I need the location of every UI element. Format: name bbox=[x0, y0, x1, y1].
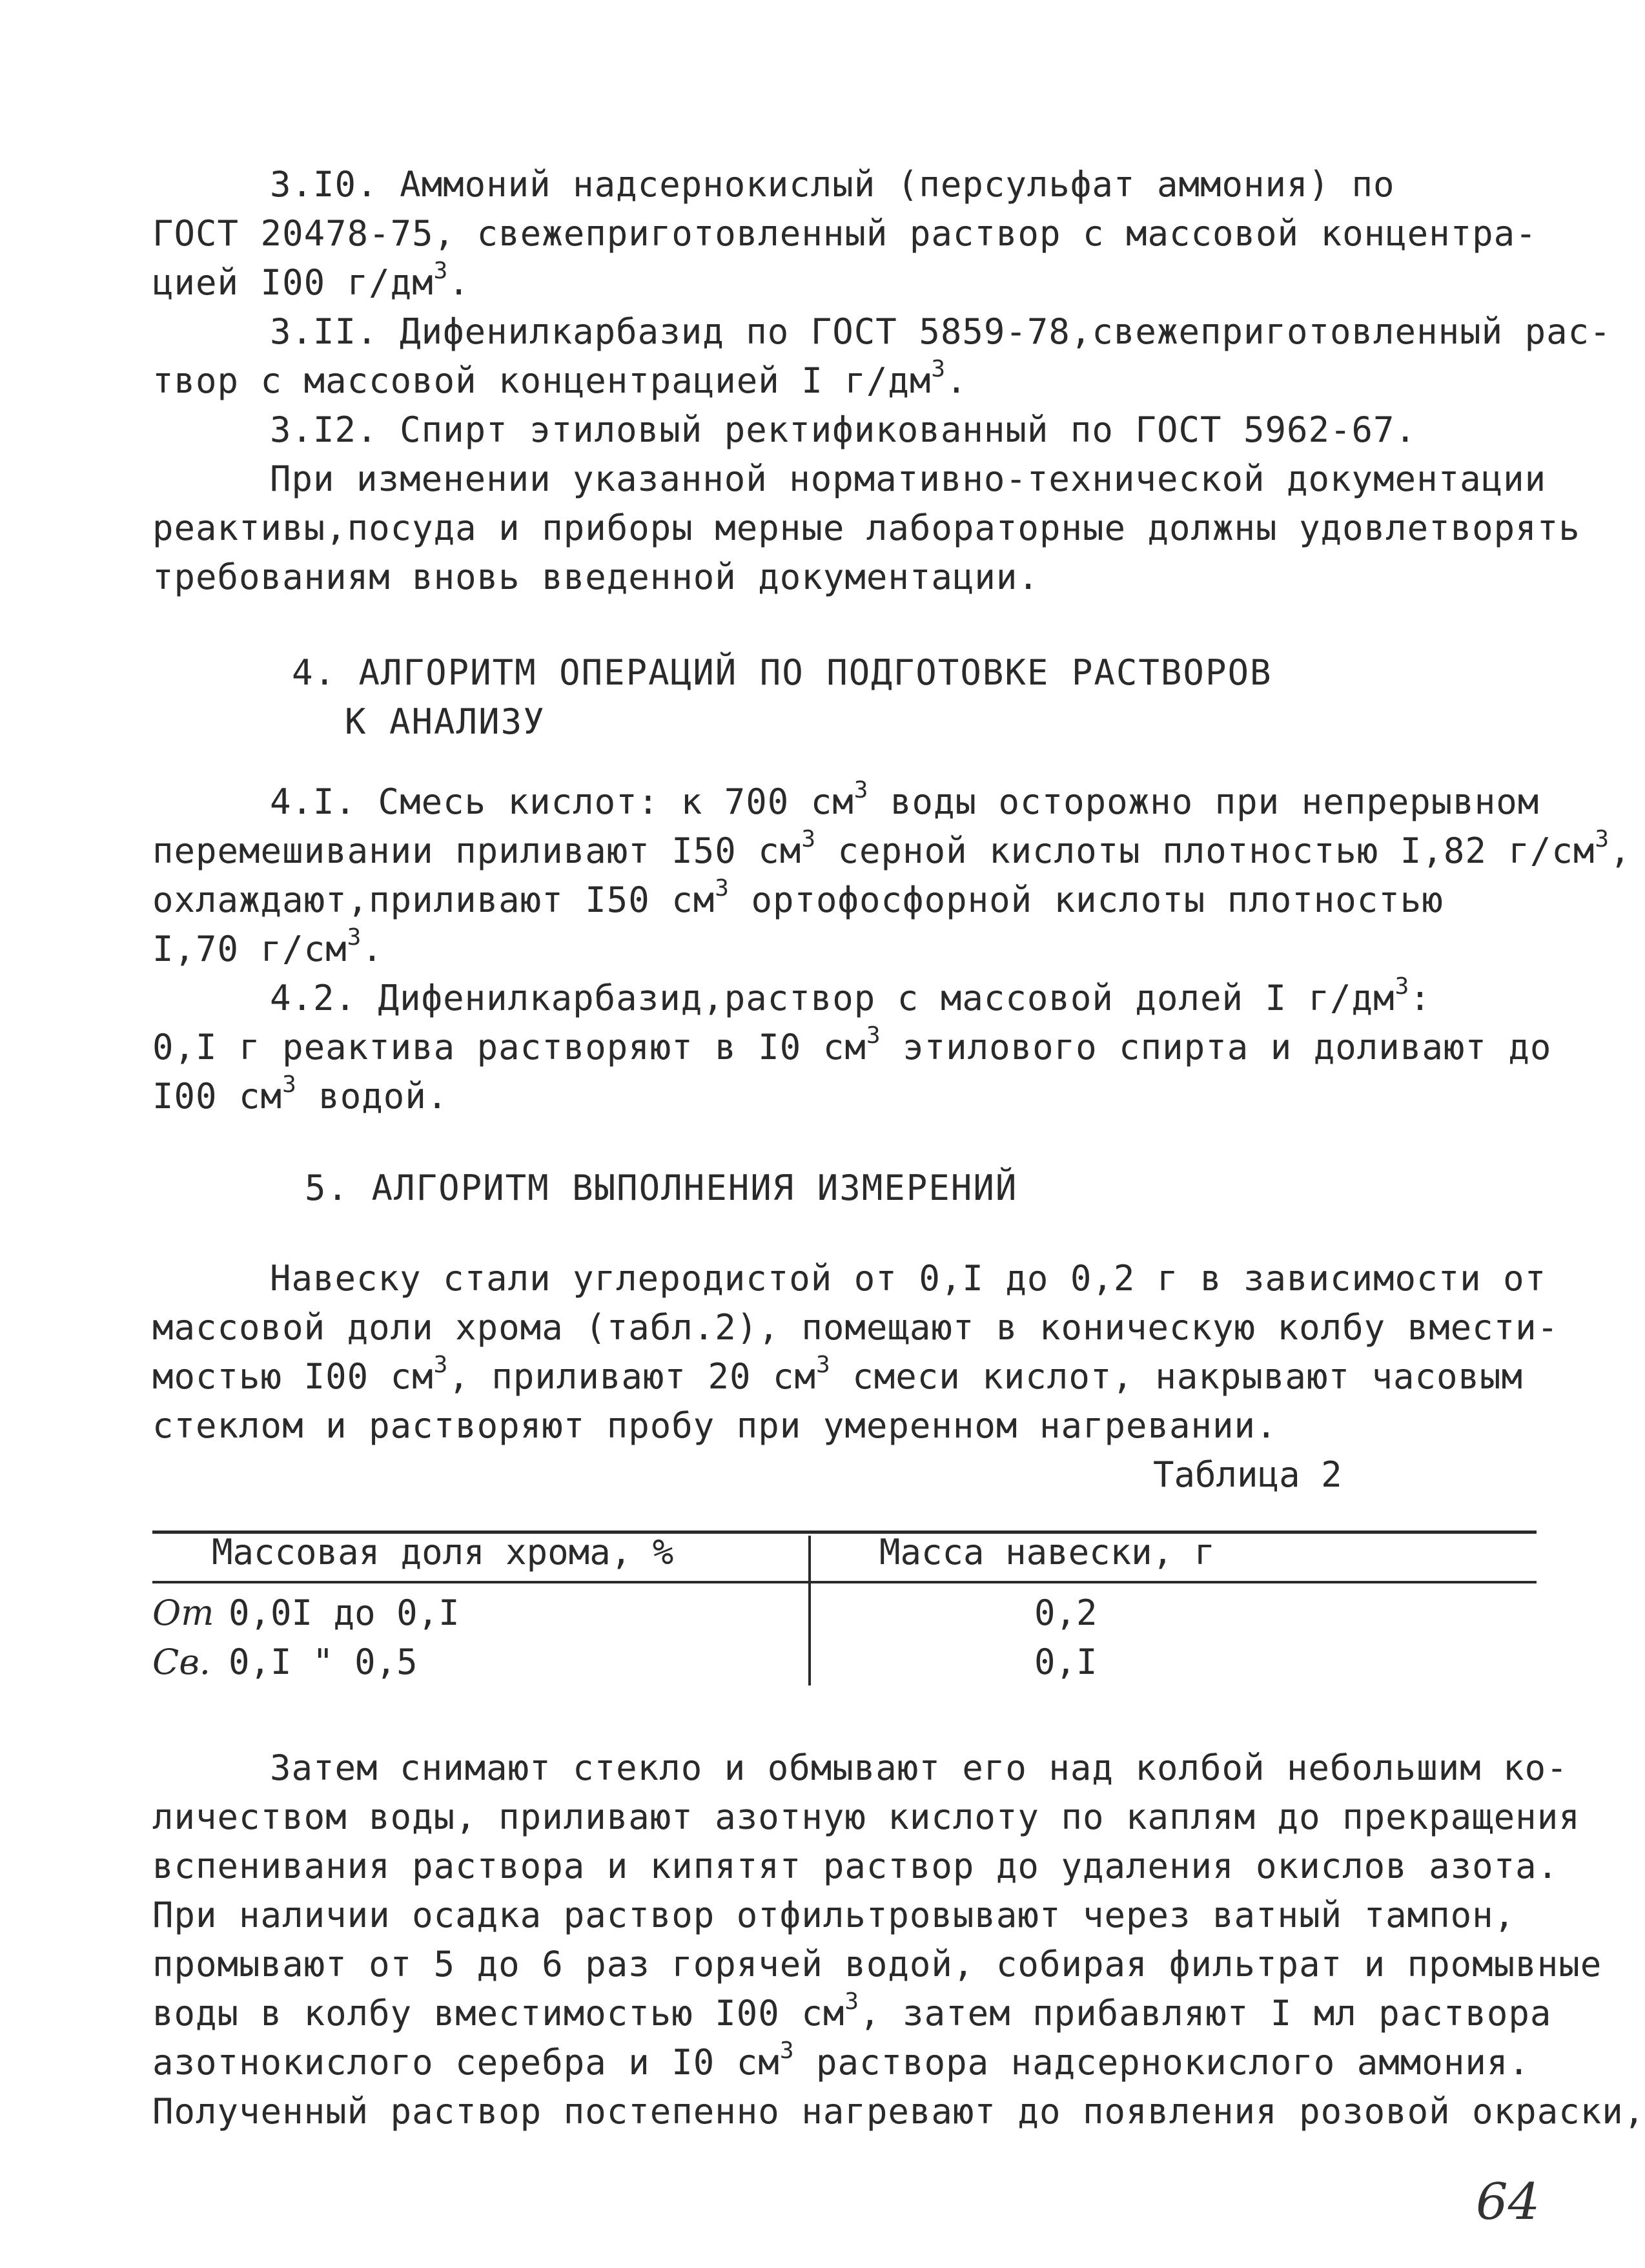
row-prefix: Св. bbox=[152, 1642, 210, 1682]
section-4-heading-line-1: 4. АЛГОРИТМ ОПЕРАЦИЙ ПО ПОДГОТОВКЕ РАСТВОРОВ bbox=[292, 652, 1272, 693]
text-segment: , приливают 20 см bbox=[448, 1356, 817, 1397]
para-3-10-line-1: 3.I0. Аммоний надсернокислый (персульфат аммония) по bbox=[270, 164, 1395, 205]
section-4-heading-line-2: К АНАЛИЗУ bbox=[345, 701, 546, 742]
superscript: 3 bbox=[866, 1022, 881, 1049]
para-5-1-line-3 bbox=[152, 1352, 1524, 1397]
row-range: 0,I " 0,5 bbox=[229, 1642, 418, 1682]
table-header-rule bbox=[152, 1581, 1537, 1583]
text-segment: перемешивании приливают I50 см bbox=[152, 830, 802, 871]
note-line-3: требованиям вновь введенной документации. bbox=[152, 557, 1039, 597]
superscript: 3 bbox=[433, 258, 449, 284]
para-3-11-line-1: 3.II. Дифенилкарбазид по ГОСТ 5859-78,свежеприготовленный рас- bbox=[270, 311, 1611, 352]
table-header-sample-mass: Масса навески, г bbox=[879, 1532, 1216, 1572]
para-5-1-line-1: Навеску стали углеродистой от 0,I до 0,2 г в зависимости от bbox=[270, 1258, 1547, 1299]
para-4-2-line-3 bbox=[152, 1071, 449, 1117]
para-4-1-line-3 bbox=[152, 875, 1444, 921]
text-segment: цией I00 г/дм bbox=[152, 262, 434, 303]
text-segment: охлаждают,приливают I50 см bbox=[152, 880, 715, 920]
superscript: 3 bbox=[816, 1352, 831, 1378]
para-5-2-line-2: личеством воды, приливают азотную кислоту по каплям до прекращения bbox=[152, 1797, 1580, 1837]
row-mass: 0,I bbox=[1034, 1642, 1098, 1682]
text-segment: серной кислоты плотностью I,82 г/см bbox=[816, 830, 1595, 871]
text-segment: воды в колбу вместимостью I00 см bbox=[152, 1993, 845, 2034]
para-3-10-line-3 bbox=[152, 258, 470, 304]
text-segment: мостью I00 см bbox=[152, 1356, 434, 1397]
text-segment: азотнокислого серебра и I0 см bbox=[152, 2042, 780, 2083]
superscript: 3 bbox=[1595, 826, 1610, 852]
text-segment: 0,I г реактива растворяют в I0 см bbox=[152, 1027, 866, 1067]
superscript: 3 bbox=[779, 2037, 795, 2064]
text-segment: , затем прибавляют I мл раствора bbox=[859, 1993, 1552, 2034]
para-4-2-line-1 bbox=[270, 973, 1431, 1019]
table-caption: Таблица 2 bbox=[1153, 1454, 1342, 1495]
row-range: 0,0I до 0,I bbox=[229, 1593, 460, 1633]
superscript: 3 bbox=[931, 356, 946, 382]
para-5-2-line-1: Затем снимают стекло и обмывают его над колбой небольшим ко- bbox=[270, 1747, 1568, 1788]
table-header-chromium-fraction: Массовая доля хрома, % bbox=[212, 1532, 674, 1572]
para-5-2-line-4: При наличии осадка раствор отфильтровывают через ватный тампон, bbox=[152, 1895, 1516, 1935]
note-line-1: При изменении указанной нормативно-технической документации bbox=[270, 459, 1547, 499]
para-5-2-line-5: промывают от 5 до 6 раз горячей водой, собирая фильтрат и промывные bbox=[152, 1944, 1602, 1984]
superscript: 3 bbox=[853, 777, 869, 803]
para-3-10-line-2: ГОСТ 20478-75, свежеприготовленный раствор с массовой концентра- bbox=[152, 213, 1537, 254]
para-5-1-line-2: массовой доли хрома (табл.2), помещают в коническую колбу вмести- bbox=[152, 1307, 1559, 1348]
text-segment: ортофосфорной кислоты плотностью bbox=[729, 880, 1444, 920]
superscript: 3 bbox=[1395, 973, 1410, 1000]
para-4-1-line-4 bbox=[152, 924, 383, 970]
page-number: 64 bbox=[1476, 2173, 1540, 2231]
row-prefix: От bbox=[152, 1593, 214, 1633]
text-segment: I,70 г/см bbox=[152, 929, 347, 969]
text-segment: 4.2. Дифенилкарбазид,раствор с массовой долей I г/дм bbox=[270, 978, 1395, 1018]
para-5-2-line-3: вспенивания раствора и кипятят раствор до удаления окислов азота. bbox=[152, 1846, 1559, 1886]
text-segment: I00 см bbox=[152, 1076, 283, 1117]
para-5-2-line-7 bbox=[152, 2037, 1530, 2083]
para-4-1-line-2 bbox=[152, 826, 1631, 872]
text-segment: воды осторожно при непрерывном bbox=[868, 781, 1540, 822]
text-segment: этилового спирта и доливают до bbox=[881, 1027, 1552, 1067]
section-5-heading: 5. АЛГОРИТМ ВЫПОЛНЕНИЯ ИЗМЕРЕНИЙ bbox=[305, 1168, 1018, 1208]
para-4-2-line-2 bbox=[152, 1022, 1552, 1068]
superscript: 3 bbox=[347, 924, 362, 951]
para-4-1-line-1 bbox=[270, 777, 1540, 823]
superscript: 3 bbox=[844, 1988, 860, 2015]
superscript: 3 bbox=[433, 1352, 449, 1378]
row-mass: 0,2 bbox=[1034, 1593, 1098, 1633]
text-segment: , bbox=[1609, 830, 1631, 871]
para-5-1-line-4: стеклом и растворяют пробу при умеренном нагревании. bbox=[152, 1405, 1278, 1446]
para-3-11-line-2 bbox=[152, 356, 968, 402]
text-segment: : bbox=[1409, 978, 1431, 1018]
text-segment: раствора надсернокислого аммония. bbox=[794, 2042, 1530, 2083]
text-segment: 4.I. Смесь кислот: к 700 см bbox=[270, 781, 854, 822]
text-segment: водой. bbox=[296, 1076, 449, 1117]
table-column-divider bbox=[808, 1536, 811, 1686]
superscript: 3 bbox=[801, 826, 817, 852]
para-5-2-line-6 bbox=[152, 1988, 1552, 2034]
text-segment: смеси кислот, накрывают часовым bbox=[830, 1356, 1524, 1397]
para-5-2-line-8: Полученный раствор постепенно нагревают до появления розовой окраски, bbox=[152, 2091, 1645, 2132]
text-segment: . bbox=[946, 360, 968, 401]
text-segment: твор с массовой концентрацией I г/дм bbox=[152, 360, 932, 401]
text-segment: . bbox=[448, 262, 470, 303]
text-segment: . bbox=[362, 929, 383, 969]
para-3-12-line-1: 3.I2. Спирт этиловый ректификованный по ГОСТ 5962-67. bbox=[270, 409, 1417, 450]
note-line-2: реактивы,посуда и приборы мерные лабораторные должны удовлетворять bbox=[152, 508, 1580, 548]
superscript: 3 bbox=[715, 875, 730, 902]
superscript: 3 bbox=[282, 1071, 297, 1098]
